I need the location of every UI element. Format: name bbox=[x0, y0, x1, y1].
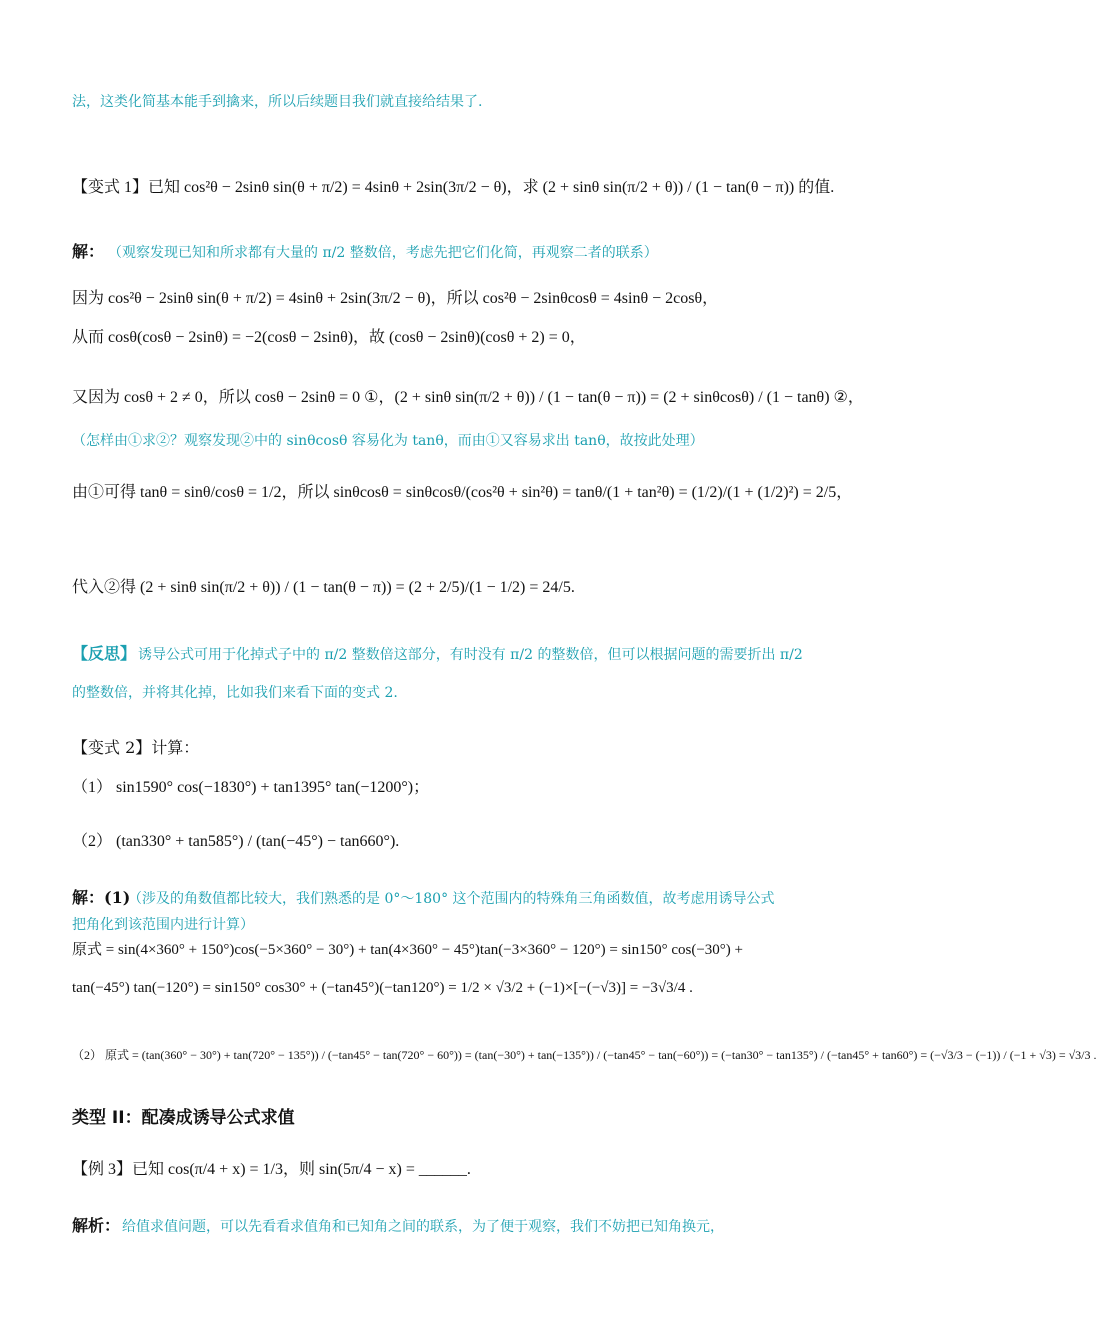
step-5: 代入②得 (2 + sinθ sin(π/2 + θ)) / (1 − tan(θ − π)) = (2 + 2/5)/(1 − 1/2) = 24/5. bbox=[72, 579, 575, 596]
hint-2: （怎样由①求②？观察发现②中的 sinθcosθ 容易化为 tanθ，而由①又容易求出 tanθ，故按此处理） bbox=[72, 433, 704, 449]
reflection-label: 【反思】 bbox=[72, 644, 137, 663]
solution2-step1: 原式 = sin(4×360° + 150°)cos(−5×360° − 30°) + tan(4×360° − 45°)tan(−3×360° − 120°) = sin150° cos(−30°) + bbox=[72, 942, 743, 958]
solution2-step2: tan(−45°) tan(−120°) = sin150° cos30° + (−tan45°)(−tan120°) = 1/2 × √3/2 + (−1)×[−(−√3)] = −3√3/4 . bbox=[72, 980, 693, 996]
analysis-text: 给值求值问题，可以先看看求值角和已知角之间的联系，为了便于观察，我们不妨把已知角换元， bbox=[122, 1219, 724, 1235]
solution-label: 解： bbox=[72, 242, 105, 261]
variant2-part1: （1） sin1590° cos(−1830°) + tan1395° tan(−1200°)； bbox=[72, 779, 430, 796]
solution2-label: 解：(1) bbox=[72, 888, 131, 907]
step-2: 从而 cosθ(cosθ − 2sinθ) = −2(cosθ − 2sinθ)，故 (cosθ − 2sinθ)(cosθ + 2) = 0， bbox=[72, 329, 586, 346]
step-3: 又因为 cosθ + 2 ≠ 0，所以 cosθ − 2sinθ = 0 ①，(2 + sinθ sin(π/2 + θ)) / (1 − tan(θ − π)) = (2 + sinθcosθ) / (1 − tanθ) ②， bbox=[72, 389, 864, 406]
reflection-text: 诱导公式可用于化掉式子中的 π/2 整数倍这部分，有时没有 π/2 的整数倍，但可以根据问题的需要折出 π/2 bbox=[138, 647, 803, 663]
solution-hint: （观察发现已知和所求都有大量的 π/2 整数倍，考虑先把它们化简，再观察二者的联系） bbox=[108, 245, 658, 261]
analysis-label: 解析： bbox=[72, 1216, 121, 1235]
variant1-problem: 【变式 1】已知 cos²θ − 2sinθ sin(θ + π/2) = 4sinθ + 2sin(3π/2 − θ)，求 (2 + sinθ sin(π/2 + θ)) / (1 − tan(θ − π)) 的值. bbox=[72, 179, 835, 196]
step-1: 因为 cos²θ − 2sinθ sin(θ + π/2) = 4sinθ + 2sin(3π/2 − θ)，所以 cos²θ − 2sinθcosθ = 4sinθ − 2cosθ， bbox=[72, 290, 719, 307]
solution2-part2: （2） 原式 = (tan(360° − 30°) + tan(720° − 135°)) / (−tan45° − tan(720° − 60°)) = (tan(−30°) + tan(−135°)) / (−tan45° − tan(−60°)) = (−tan30° − tan135°) / (−tan45° + tan60°) = (−√3/3 − (−1)) / (−1 + √3) = √3/3 . bbox=[72, 1048, 1097, 1062]
solution2-hint-2: 把角化到该范围内进行计算） bbox=[72, 917, 254, 933]
variant2-title: 【变式 2】计算： bbox=[72, 738, 200, 757]
example3-problem: 【例 3】已知 cos(π/4 + x) = 1/3，则 sin(5π/4 − x) = ______. bbox=[72, 1161, 471, 1178]
variant2-part2: （2） (tan330° + tan585°) / (tan(−45°) − tan660°). bbox=[72, 833, 400, 850]
reflection-text-2: 的整数倍，并将其化掉，比如我们来看下面的变式 2. bbox=[72, 685, 398, 701]
solution2-hint: （涉及的角数值都比较大，我们熟悉的是 0°～180° 这个范围内的特殊角三角函数值，故考虑用诱导公式 bbox=[128, 891, 775, 907]
intro-line: 法，这类化简基本能手到擒来，所以后续题目我们就直接给结果了. bbox=[72, 94, 483, 110]
section-title: 类型 II：配凑成诱导公式求值 bbox=[72, 1108, 295, 1128]
step-4: 由①可得 tanθ = sinθ/cosθ = 1/2，所以 sinθcosθ = sinθcosθ/(cos²θ + sin²θ) = tanθ/(1 + tan²θ) = (1/2)/(1 + (1/2)²) = 2/5， bbox=[72, 484, 853, 501]
